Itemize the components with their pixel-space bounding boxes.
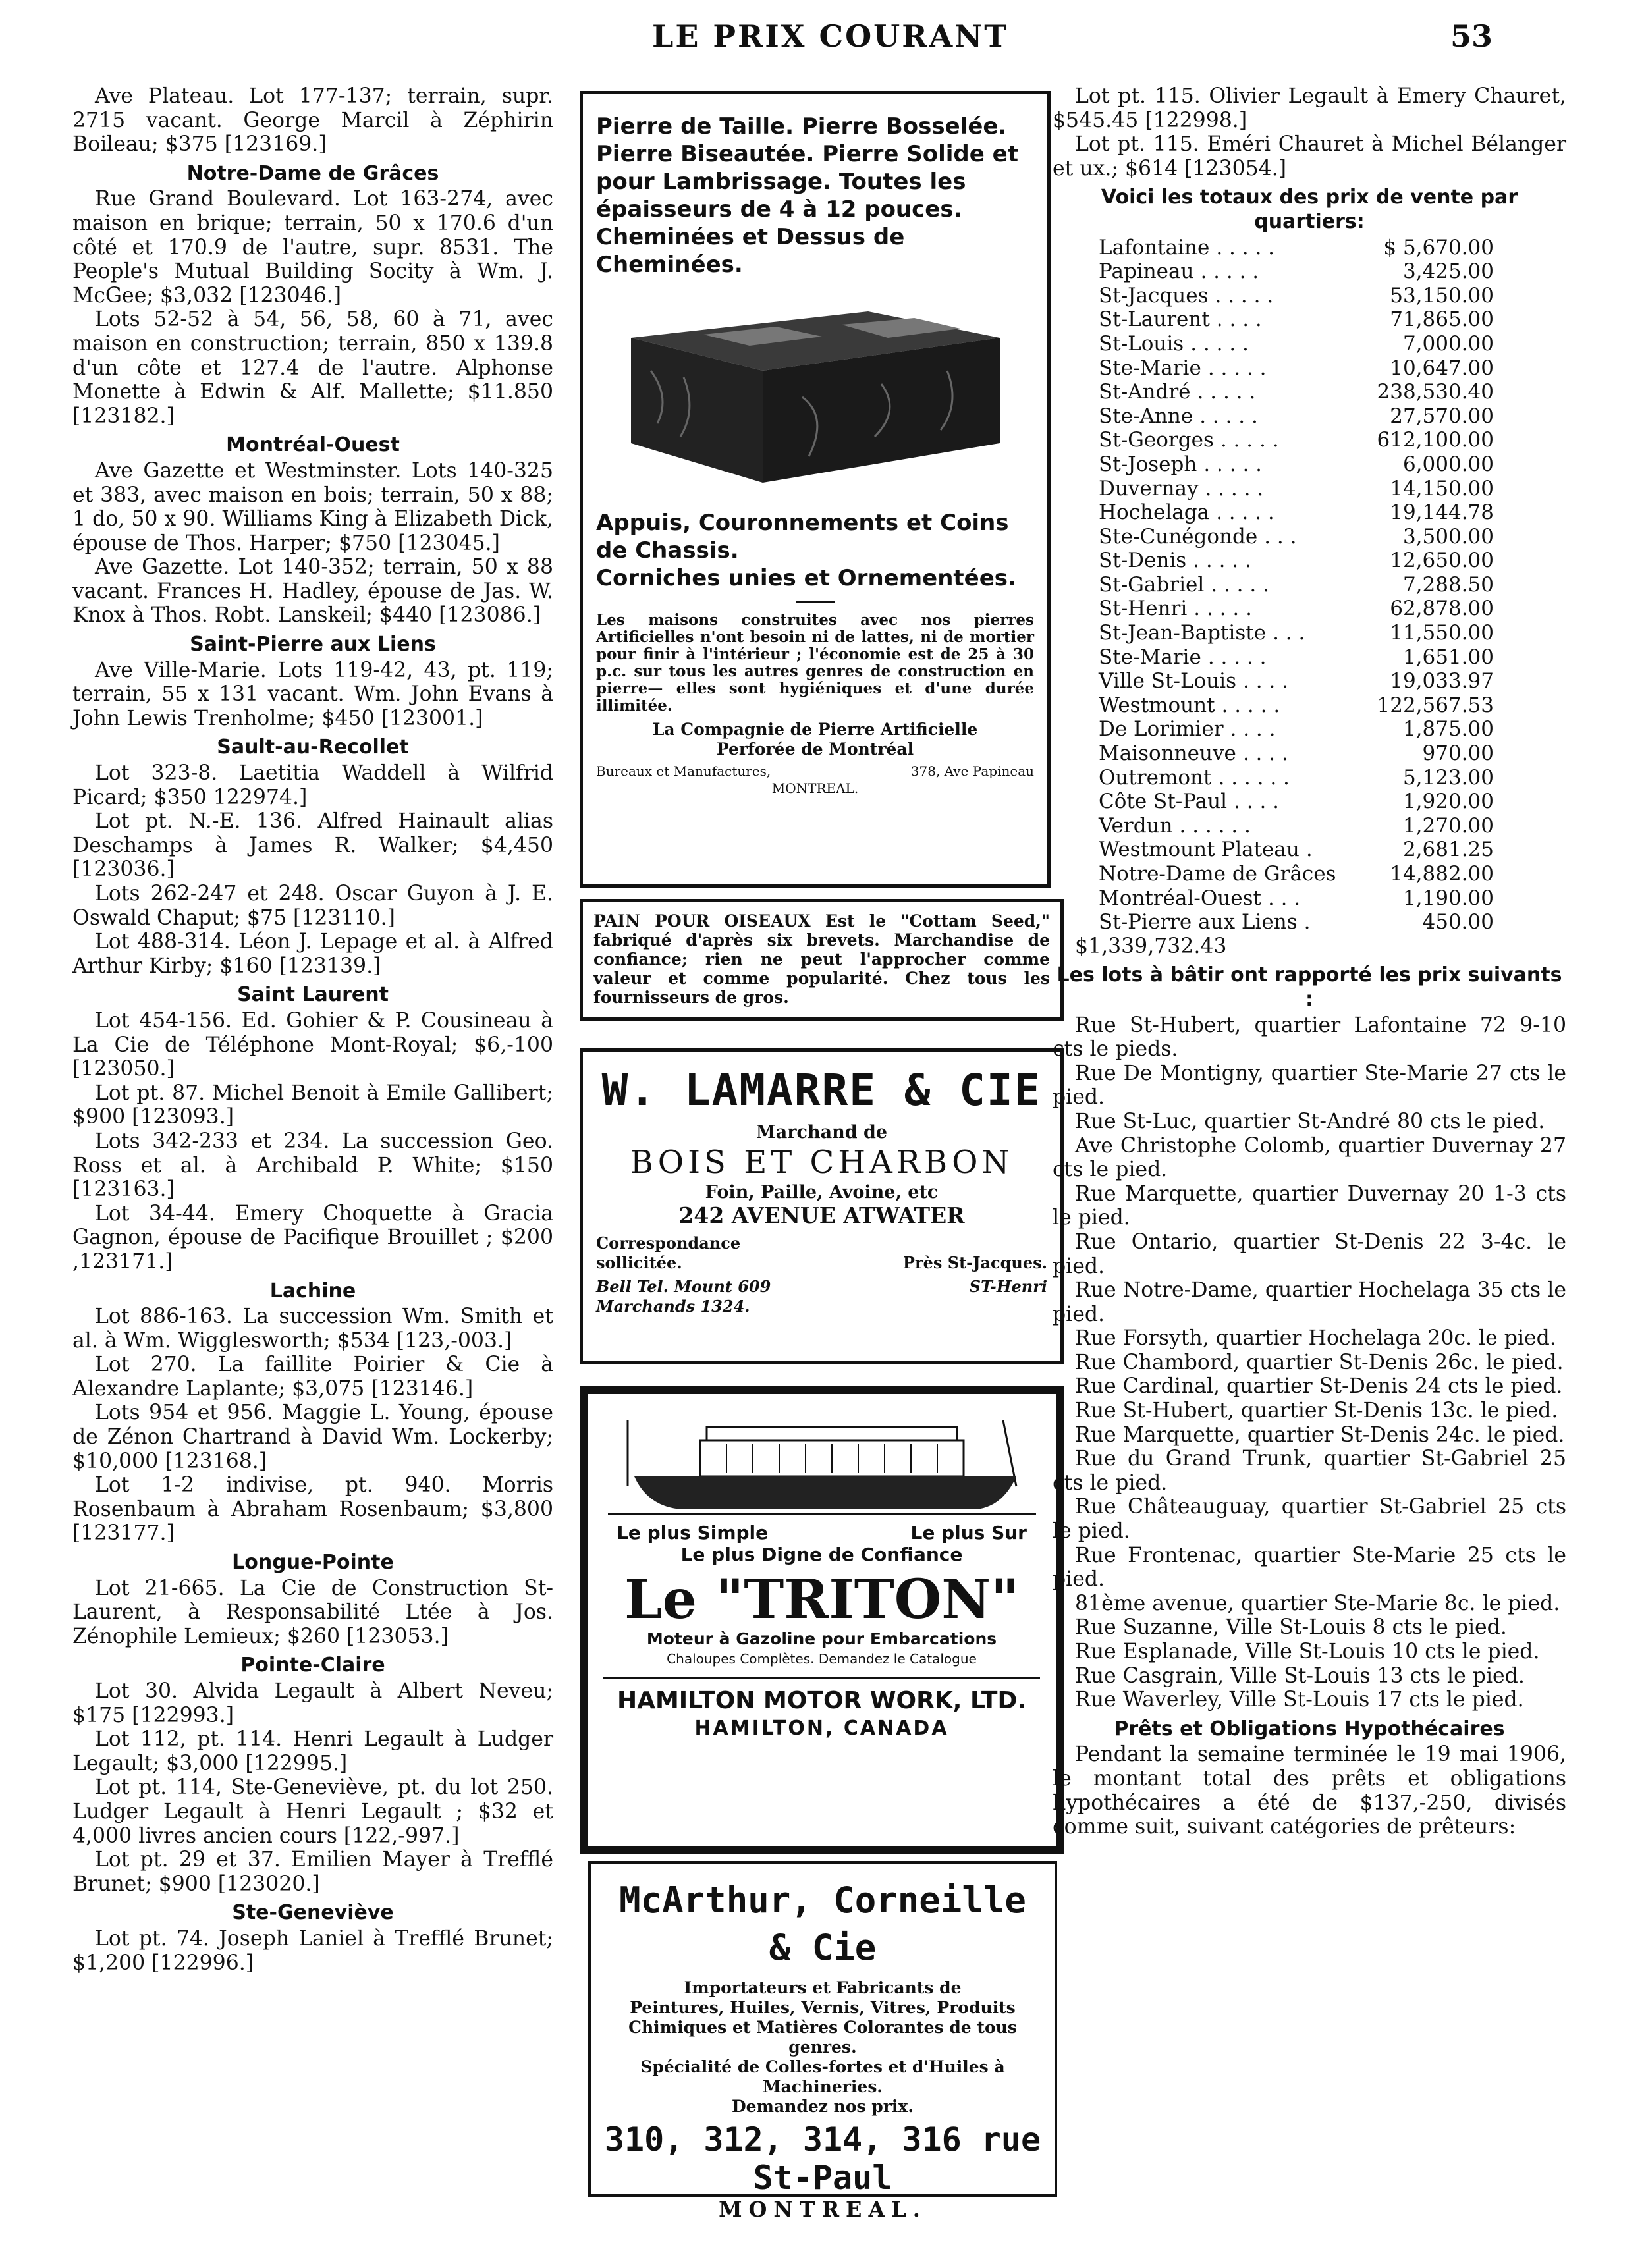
mcarthur-line3: Spécialité de Colles-fortes et d'Huiles à Machineries. <box>640 2057 1005 2096</box>
leader-dots: . . . . . <box>1200 259 1259 284</box>
totals-row <box>1099 452 1494 477</box>
triton-trust: Le plus Digne de Confiance <box>680 1544 963 1565</box>
leader-dots: . . . . . <box>1193 597 1252 621</box>
totals-row <box>1099 621 1494 645</box>
district-label: Montréal-Ouest <box>1099 886 1261 910</box>
leader-dots: . . . . . <box>1215 283 1274 308</box>
district-label: St-Pierre aux Liens <box>1099 910 1298 934</box>
district-name <box>1099 428 1366 452</box>
mcarthur-address: 310, 312, 314, 316 rue St-Paul <box>604 2120 1041 2197</box>
section-heading: Montréal-Ouest <box>226 433 400 457</box>
lot-price-entry: Rue Notre-Dame, quartier Hochelaga 35 cts le pied. <box>1053 1278 1566 1326</box>
lot-price-entry: Rue Casgrain, Ville St-Louis 13 cts le pied. <box>1075 1663 1525 1688</box>
district-name <box>1099 597 1366 621</box>
motor-boat-illustration <box>608 1407 1036 1519</box>
totals-row <box>1099 308 1494 332</box>
district-total: 71,865.00 <box>1390 308 1494 332</box>
lot-price-entry: Rue St-Hubert, quartier Lafontaine 72 9-10 cts le pieds. <box>1053 1013 1566 1062</box>
transaction-entry: Ave Gazette. Lot 140-352; terrain, 50 x 88 vacant. Frances H. Hadley, épouse de Jas. W. Knox à Thos. Robt. Lanskeil; $440 [123086.] <box>72 555 553 628</box>
district-total: 5,123.00 <box>1402 765 1494 790</box>
transaction-entry: Lot 886-163. La succession Wm. Smith et al. à Wm. Wigglesworth; $534 [123,-003.] <box>72 1305 553 1353</box>
address-left: Bureaux et Manufactures, <box>596 763 771 779</box>
lot-price-entry: Rue De Montigny, quartier Ste-Marie 27 cts le pied. <box>1053 1061 1566 1110</box>
district-total: 1,190.00 <box>1402 886 1494 910</box>
totals-row <box>1099 717 1494 742</box>
district-total: 970.00 <box>1422 742 1494 766</box>
lamarre-row-1 <box>596 1233 1047 1273</box>
district-total: 27,570.00 <box>1390 404 1494 428</box>
lot-price-entry: Rue St-Hubert, quartier St-Denis 13c. le pied. <box>1075 1399 1558 1423</box>
lot-price-entry: Rue Esplanade, Ville St-Louis 10 cts le pied. <box>1075 1640 1540 1663</box>
page-header <box>0 18 1644 58</box>
totals-row <box>1099 236 1494 260</box>
leader-dots: . . . <box>1267 886 1301 910</box>
leader-dots: . . . . . <box>1205 476 1264 500</box>
district-name <box>1099 404 1366 429</box>
leader-dots: . . . . . <box>1193 549 1251 573</box>
district-name <box>1099 693 1366 718</box>
leader-dots: . . . . <box>1216 308 1262 332</box>
stone-ad-line1: Pierre de Taille. Pierre Bosselée. <box>596 113 1007 140</box>
district-total: 19,144.78 <box>1390 500 1494 525</box>
district-name <box>1099 573 1366 597</box>
totals-row <box>1099 356 1494 381</box>
triton-maker: HAMILTON MOTOR WORK, LTD. <box>616 1687 1027 1714</box>
mcarthur-line1: Importateurs et Fabricants de <box>684 1978 962 1997</box>
transaction-entry: Lot pt. 115. Olivier Legault à Emery Chauret, $545.45 [122998.] <box>1053 84 1566 132</box>
lot-price-entry: 81ème avenue, quartier Ste-Marie 8c. le pied. <box>1075 1591 1560 1615</box>
lot-price-entry: Rue Frontenac, quartier Ste-Marie 25 cts le pied. <box>1053 1543 1566 1592</box>
lot-price-entry: Rue St-Luc, quartier St-André 80 cts le pied. <box>1075 1109 1545 1133</box>
district-name <box>1099 259 1366 284</box>
district-label: St-Georges <box>1099 428 1214 452</box>
district-name <box>1099 886 1366 911</box>
stone-company-name-2: Perforée de Montréal <box>716 740 914 759</box>
triton-motor: Moteur à Gazoline pour Embarcations <box>646 1629 997 1648</box>
lot-price-entry: Ave Christophe Colomb, quartier Duvernay 27 cts le pied. <box>1053 1133 1566 1182</box>
lamarre-feed: Foin, Paille, Avoine, etc <box>705 1182 939 1202</box>
totals-row <box>1099 862 1494 886</box>
transaction-entry: Lot 270. La faillite Poirier & Cie à Alexandre Laplante; $3,075 [123146.] <box>72 1353 553 1401</box>
leader-dots: . . . . . <box>1197 380 1256 404</box>
district-name <box>1099 308 1366 332</box>
bird-seed-ad: PAIN POUR OISEAUX Est le "Cottam Seed," fabriqué d'après six brevets. Marchandise de confiance; rien ne peut l'approcher comme valeur et comme popularité. Chez tous les fournisseurs de gros. <box>580 899 1064 1021</box>
leader-dots: . . . . . . <box>1218 765 1290 790</box>
transaction-entry: Lot 34-44. Emery Choquette à Gracia Gagnon, épouse de Pacifique Brouillet ; $200 ,123171.] <box>72 1201 553 1274</box>
leader-dots: . . . . . <box>1211 572 1269 597</box>
leader-dots: . . . . . <box>1220 428 1279 452</box>
district-total: 450.00 <box>1422 910 1494 934</box>
district-name <box>1099 477 1366 501</box>
district-label: Lafontaine <box>1099 235 1210 259</box>
stone-ad-line3: Cheminées et Dessus de Cheminées. <box>596 224 905 278</box>
triton-row <box>616 1522 1027 1544</box>
totals-row <box>1099 597 1494 621</box>
transaction-entry: Ave Ville-Marie. Lots 119-42, 43, pt. 119; terrain, 55 x 131 vacant. Wm. John Evans à John Lewis Trenholme; $450 [123001.] <box>72 658 553 730</box>
lots-list <box>1053 1013 1566 1712</box>
transaction-entry: Lot 21-665. La Cie de Construction St-Laurent, à Responsabilité Ltée à Jos. Zénophile Lemieux; $260 [123053.] <box>72 1576 553 1648</box>
district-label: Papineau <box>1099 259 1194 284</box>
transaction-entry: Lots 262-247 et 248. Oscar Guyon à J. E. Oswald Chaput; $75 [123110.] <box>72 882 553 930</box>
leader-dots: . . . <box>1273 621 1305 645</box>
district-name <box>1099 236 1366 260</box>
address-right: 378, Ave Papineau <box>910 763 1034 779</box>
lot-price-entry: Rue Marquette, quartier St-Denis 24c. le pied. <box>1075 1422 1565 1447</box>
district-total: 7,000.00 <box>1402 331 1494 356</box>
totals-row <box>1099 428 1494 452</box>
totals-row <box>1099 259 1494 284</box>
district-total: 3,425.00 <box>1402 259 1494 284</box>
mcarthur-line4: Demandez nos prix. <box>731 2097 914 2116</box>
lamarre-row-3 <box>596 1297 1047 1316</box>
district-label: Ste-Anne <box>1099 404 1193 428</box>
totals-row <box>1099 766 1494 790</box>
transaction-entry: Lot 1-2 indivise, pt. 940. Morris Rosenbaum à Abraham Rosenbaum; $3,800 [123177.] <box>72 1473 553 1546</box>
right-column <box>1053 84 1566 1839</box>
district-total: 612,100.00 <box>1377 428 1494 452</box>
totals-row <box>1099 645 1494 670</box>
totals-row <box>1099 814 1494 838</box>
section-heading: Pointe-Claire <box>240 1654 385 1677</box>
lamarre-name: W. LAMARRE & CIE <box>601 1065 1042 1116</box>
transaction-entry: Lot 112, pt. 114. Henri Legault à Ludger Legault; $3,000 [122995.] <box>72 1727 553 1775</box>
intro-entries <box>1053 84 1566 180</box>
stone-block-illustration <box>605 298 1026 489</box>
district-label: Ste-Marie <box>1099 356 1201 380</box>
triton-city: HAMILTON, CANADA <box>694 1717 949 1740</box>
district-name <box>1099 766 1366 790</box>
district-name <box>1099 621 1366 645</box>
totals-row <box>1099 525 1494 549</box>
loans-heading: Prêts et Obligations Hypothécaires <box>1114 1717 1505 1741</box>
district-label: Ste-Cunégonde <box>1099 524 1258 549</box>
district-label: St-Louis <box>1099 331 1184 356</box>
district-total: 10,647.00 <box>1390 356 1494 380</box>
district-label: St-Jean-Baptiste <box>1099 621 1267 645</box>
totals-row <box>1099 500 1494 525</box>
district-total: 7,288.50 <box>1402 572 1494 597</box>
transaction-entry: Ave Plateau. Lot 177-137; terrain, supr. 2715 vacant. George Marcil à Zéphirin Boileau; $375 [123169.] <box>72 84 553 157</box>
district-label: Westmount <box>1099 693 1215 717</box>
totals-row <box>1099 332 1494 356</box>
leader-dots: . . . . <box>1243 669 1288 693</box>
section-heading: Saint Laurent <box>237 983 389 1007</box>
lamarre-address: 242 AVENUE ATWATER <box>678 1202 965 1228</box>
leader-dots: . <box>1303 910 1311 934</box>
district-name <box>1099 549 1366 573</box>
district-label: Westmount Plateau <box>1099 838 1300 862</box>
district-total: $ 5,670.00 <box>1383 235 1494 259</box>
lot-price-entry: Rue Forsyth, quartier Hochelaga 20c. le pied. <box>1075 1326 1556 1351</box>
district-name <box>1099 500 1366 525</box>
district-label: Côte St-Paul <box>1099 790 1228 814</box>
district-label: St-Jacques <box>1099 283 1209 308</box>
journal-title: LE PRIX COURANT <box>652 18 1009 54</box>
district-label: Duvernay <box>1099 476 1199 500</box>
transaction-entry: Lot pt. 115. Eméri Chauret à Michel Bélanger et ux.; $614 [123054.] <box>1053 132 1566 180</box>
triton-catalog: Chaloupes Complètes. Demandez le Catalogue <box>667 1651 977 1667</box>
totals-row <box>1099 790 1494 814</box>
district-name <box>1099 862 1366 886</box>
district-label: Hochelaga <box>1099 500 1210 525</box>
district-total: 11,550.00 <box>1390 621 1494 645</box>
stone-ad-line4: Appuis, Couronnements et Coins de Chassis. <box>596 510 1009 564</box>
totals-table <box>1099 236 1494 934</box>
district-total: 19,033.97 <box>1390 669 1494 693</box>
totals-row <box>1099 693 1494 718</box>
totals-row <box>1099 742 1494 766</box>
divider <box>796 601 835 603</box>
totals-row <box>1099 669 1494 693</box>
district-label: St-Henri <box>1099 597 1188 621</box>
lamarre-tel: Bell Tel. Mount 609 <box>596 1277 771 1296</box>
district-label: Ste-Marie <box>1099 645 1201 669</box>
artificial-stone-ad <box>580 91 1051 888</box>
section-heading: Sault-au-Recollet <box>217 736 409 759</box>
district-label: St-Laurent <box>1099 308 1210 332</box>
transaction-entry: Lots 342-233 et 234. La succession Geo. Ross et al. à Archibald P. White; $150 [123163.] <box>72 1129 553 1202</box>
leader-dots: . . . . <box>1234 790 1280 814</box>
section-heading: Lachine <box>269 1279 356 1303</box>
divider <box>603 1677 1040 1679</box>
district-name <box>1099 669 1366 693</box>
lot-price-entry: Rue Cardinal, quartier St-Denis 24 cts le pied. <box>1075 1374 1563 1399</box>
lots-heading: Les lots à bâtir ont rapporté les prix suivants : <box>1056 963 1562 1011</box>
district-total: 238,530.40 <box>1377 380 1494 404</box>
totals-heading: Voici les totaux des prix de vente par quartiers: <box>1101 186 1518 233</box>
district-name <box>1099 525 1366 549</box>
section-heading: Ste-Geneviève <box>232 1901 394 1925</box>
triton-simple: Le plus Simple <box>616 1522 769 1544</box>
lot-price-entry: Rue Marquette, quartier Duvernay 20 1-3 cts le pied. <box>1053 1181 1566 1230</box>
lot-price-entry: Rue du Grand Trunk, quartier St-Gabriel 25 cts le pied. <box>1053 1447 1566 1495</box>
transaction-entry: Lot 454-156. Ed. Gohier & P. Cousineau à La Cie de Téléphone Mont-Royal; $6,-100 [123050.] <box>72 1008 553 1081</box>
triton-ad <box>580 1386 1064 1854</box>
totals-row <box>1099 549 1494 573</box>
stone-company-city: MONTREAL. <box>771 780 859 796</box>
district-label: St-Gabriel <box>1099 572 1205 597</box>
totals-row <box>1099 886 1494 911</box>
lot-price-entry: Rue Châteauguay, quartier St-Gabriel 25 cts le pied. <box>1053 1495 1566 1544</box>
leader-dots: . . . . <box>1230 717 1276 742</box>
triton-name: Le "TRITON" <box>624 1568 1019 1631</box>
lamarre-merchant: Marchand de <box>755 1122 888 1143</box>
lamarre-ad <box>580 1048 1064 1364</box>
transaction-entry: Lots 954 et 956. Maggie L. Young, épouse de Zénon Chartrand à David Wm. Lockerby; $10,000 [123168.] <box>72 1401 553 1473</box>
district-total: 1,651.00 <box>1402 645 1494 669</box>
transaction-entry: Lot pt. 74. Joseph Laniel à Trefflé Brunet; $1,200 [122996.] <box>72 1926 553 1975</box>
lot-price-entry: Rue Suzanne, Ville St-Louis 8 cts le pied. <box>1075 1615 1507 1640</box>
transaction-entry: Lot pt. 114, Ste-Geneviève, pt. du lot 250. Ludger Legault à Henri Legault ; $32 et 4,000 livres ancien cours [122,-997.] <box>72 1775 553 1848</box>
section-heading: Longue-Pointe <box>232 1551 394 1575</box>
transaction-entry: Lot pt. N.-E. 136. Alfred Hainault alias Deschamps à James R. Walker; $4,450 [123036.] <box>72 809 553 882</box>
district-label: St-Denis <box>1099 549 1187 573</box>
district-total: 1,875.00 <box>1402 717 1494 742</box>
triton-sur: Le plus Sur <box>910 1522 1027 1544</box>
district-name <box>1099 742 1366 766</box>
lamarre-near: Près St-Jacques. <box>902 1253 1047 1272</box>
district-total: 1,920.00 <box>1402 790 1494 814</box>
district-name <box>1099 910 1366 934</box>
district-label: Notre-Dame de Grâces <box>1099 862 1336 886</box>
grand-total: $1,339,732.43 <box>1075 934 1227 958</box>
district-name <box>1099 452 1366 477</box>
district-name <box>1099 790 1366 814</box>
district-total: 3,500.00 <box>1402 524 1494 549</box>
district-total: 6,000.00 <box>1402 452 1494 476</box>
leader-dots: . <box>1305 838 1313 862</box>
totals-row <box>1099 838 1494 862</box>
district-name <box>1099 717 1366 742</box>
district-total: 2,681.25 <box>1402 838 1494 862</box>
district-name <box>1099 814 1366 838</box>
leader-dots: . . . . . <box>1199 404 1258 428</box>
transaction-entry: Lot pt. 29 et 37. Emilien Mayer à Trefflé Brunet; $900 [123020.] <box>72 1848 553 1896</box>
transaction-entry: Lot 488-314. Léon J. Lepage et al. à Alfred Arthur Kirby; $160 [123139.] <box>72 930 553 978</box>
district-total: 12,650.00 <box>1390 549 1494 573</box>
lamarre-row-2 <box>596 1277 1047 1297</box>
district-total: 14,882.00 <box>1390 862 1494 886</box>
loans-text: Pendant la semaine terminée le 19 mai 1906, le montant total des prêts et obligations hypothécaires a été de $137,-250, divisés comme suit, suivant catégories de prêteurs: <box>1053 1742 1566 1839</box>
transaction-entry: Lot 323-8. Laetitia Waddell à Wilfrid Picard; $350 122974.] <box>72 761 553 809</box>
district-name <box>1099 838 1366 862</box>
stone-ad-description: Les maisons construites avec nos pierres Artificielles n'ont besoin ni de lattes, ni de mortier pour finir à l'intérieur ; l'économie est de 25 à 30 p.c. sur tous les autres genres de construction en pierre— elles sont hygiéniques et d'une durée illimitée. <box>596 611 1034 715</box>
district-name <box>1099 356 1366 381</box>
transaction-entry: Lots 52-52 à 54, 56, 58, 60 à 71, avec maison en construction; terrain, 850 x 139.8 d'un côte et 127.4 de l'autre. Alphonse Monette à Edwin & Alf. Mallette; $11.850 [123182.] <box>72 308 553 428</box>
leader-dots: . . . . <box>1242 742 1288 766</box>
mcarthur-line2: Peintures, Huiles, Vernis, Vitres, Produits Chimiques et Matières Colorantes de tous genres. <box>628 1998 1017 2057</box>
transaction-entry: Lot pt. 87. Michel Benoit à Emile Gallibert; $900 [123093.] <box>72 1081 553 1129</box>
section-heading: Notre-Dame de Grâces <box>186 161 439 185</box>
transaction-entry: Lot 30. Alvida Legault à Albert Neveu; $175 [122993.] <box>72 1679 553 1727</box>
leader-dots: . . . . . <box>1216 235 1275 259</box>
transaction-entry: Rue Grand Boulevard. Lot 163-274, avec maison en brique; terrain, 50 x 170.6 d'un côté et 170.9 de l'autre, supr. 8531. The People's Mutual Building Socity à Wm. J. McGee; $3,032 [123046.] <box>72 187 553 308</box>
leader-dots: . . . <box>1264 524 1297 549</box>
transaction-entry: Ave Gazette et Westminster. Lots 140-325 et 383, avec maison en bois; terrain, 50 x 88; 1 do, 50 x 90. Williams King à Elizabeth Dick, épouse de Thos. Harper; $750 [123045.] <box>72 458 553 555</box>
lamarre-goods: BOIS ET CHARBON <box>630 1144 1014 1181</box>
stone-company-name: La Compagnie de Pierre Artificielle <box>652 720 978 739</box>
district-total: 122,567.53 <box>1377 693 1494 717</box>
district-total: 62,878.00 <box>1390 597 1494 621</box>
lot-price-entry: Rue Ontario, quartier St-Denis 22 3-4c. le pied. <box>1053 1229 1566 1278</box>
district-label: Outremont <box>1099 765 1212 790</box>
totals-row <box>1099 910 1494 934</box>
district-name <box>1099 380 1366 404</box>
stone-ad-line5: Corniches unies et Ornementées. <box>596 565 1016 591</box>
totals-row <box>1099 380 1494 404</box>
lamarre-correspondence: Correspondance sollicitée. <box>596 1233 741 1272</box>
leader-dots: . . . . . . <box>1179 813 1251 838</box>
district-label: St-Joseph <box>1099 452 1197 476</box>
district-label: Maisonneuve <box>1099 742 1236 766</box>
district-total: 14,150.00 <box>1390 476 1494 500</box>
district-name <box>1099 645 1366 670</box>
leader-dots: . . . . . <box>1203 452 1263 476</box>
totals-row <box>1099 284 1494 308</box>
district-label: Ville St-Louis <box>1099 669 1236 693</box>
leader-dots: . . . . . <box>1207 356 1267 380</box>
district-name <box>1099 332 1366 356</box>
stone-ad-line2: Pierre Biseautée. Pierre Solide et pour Lambrissage. Toutes les épaisseurs de 4 à 12 pouces. <box>596 141 1018 223</box>
lot-price-entry: Rue Waverley, Ville St-Louis 17 cts le pied. <box>1075 1688 1524 1712</box>
mcarthur-city: MONTREAL. <box>719 2197 927 2222</box>
district-total: 1,270.00 <box>1402 813 1494 838</box>
mcarthur-name: McArthur, Corneille & Cie <box>619 1879 1026 1968</box>
page-number: 53 <box>1450 18 1493 54</box>
totals-row <box>1099 404 1494 429</box>
leader-dots: . . . . . <box>1216 500 1274 525</box>
lot-price-entry: Rue Chambord, quartier St-Denis 26c. le pied. <box>1075 1350 1564 1374</box>
leader-dots: . . . . . <box>1190 331 1249 356</box>
left-column <box>72 84 553 1975</box>
district-total: 53,150.00 <box>1390 283 1494 308</box>
leader-dots: . . . . . <box>1221 693 1280 717</box>
district-label: St-André <box>1099 380 1191 404</box>
district-label: Verdun <box>1099 813 1173 838</box>
stone-company-address <box>596 763 1034 779</box>
district-label: De Lorimier <box>1099 717 1224 742</box>
lamarre-marchands: Marchands 1324. <box>596 1297 750 1316</box>
district-name <box>1099 284 1366 308</box>
leader-dots: . . . . . <box>1207 645 1267 669</box>
section-heading: Saint-Pierre aux Liens <box>190 633 436 657</box>
lamarre-area: ST-Henri <box>969 1277 1047 1296</box>
totals-row <box>1099 477 1494 501</box>
totals-row <box>1099 573 1494 597</box>
mcarthur-ad <box>588 1861 1057 2222</box>
